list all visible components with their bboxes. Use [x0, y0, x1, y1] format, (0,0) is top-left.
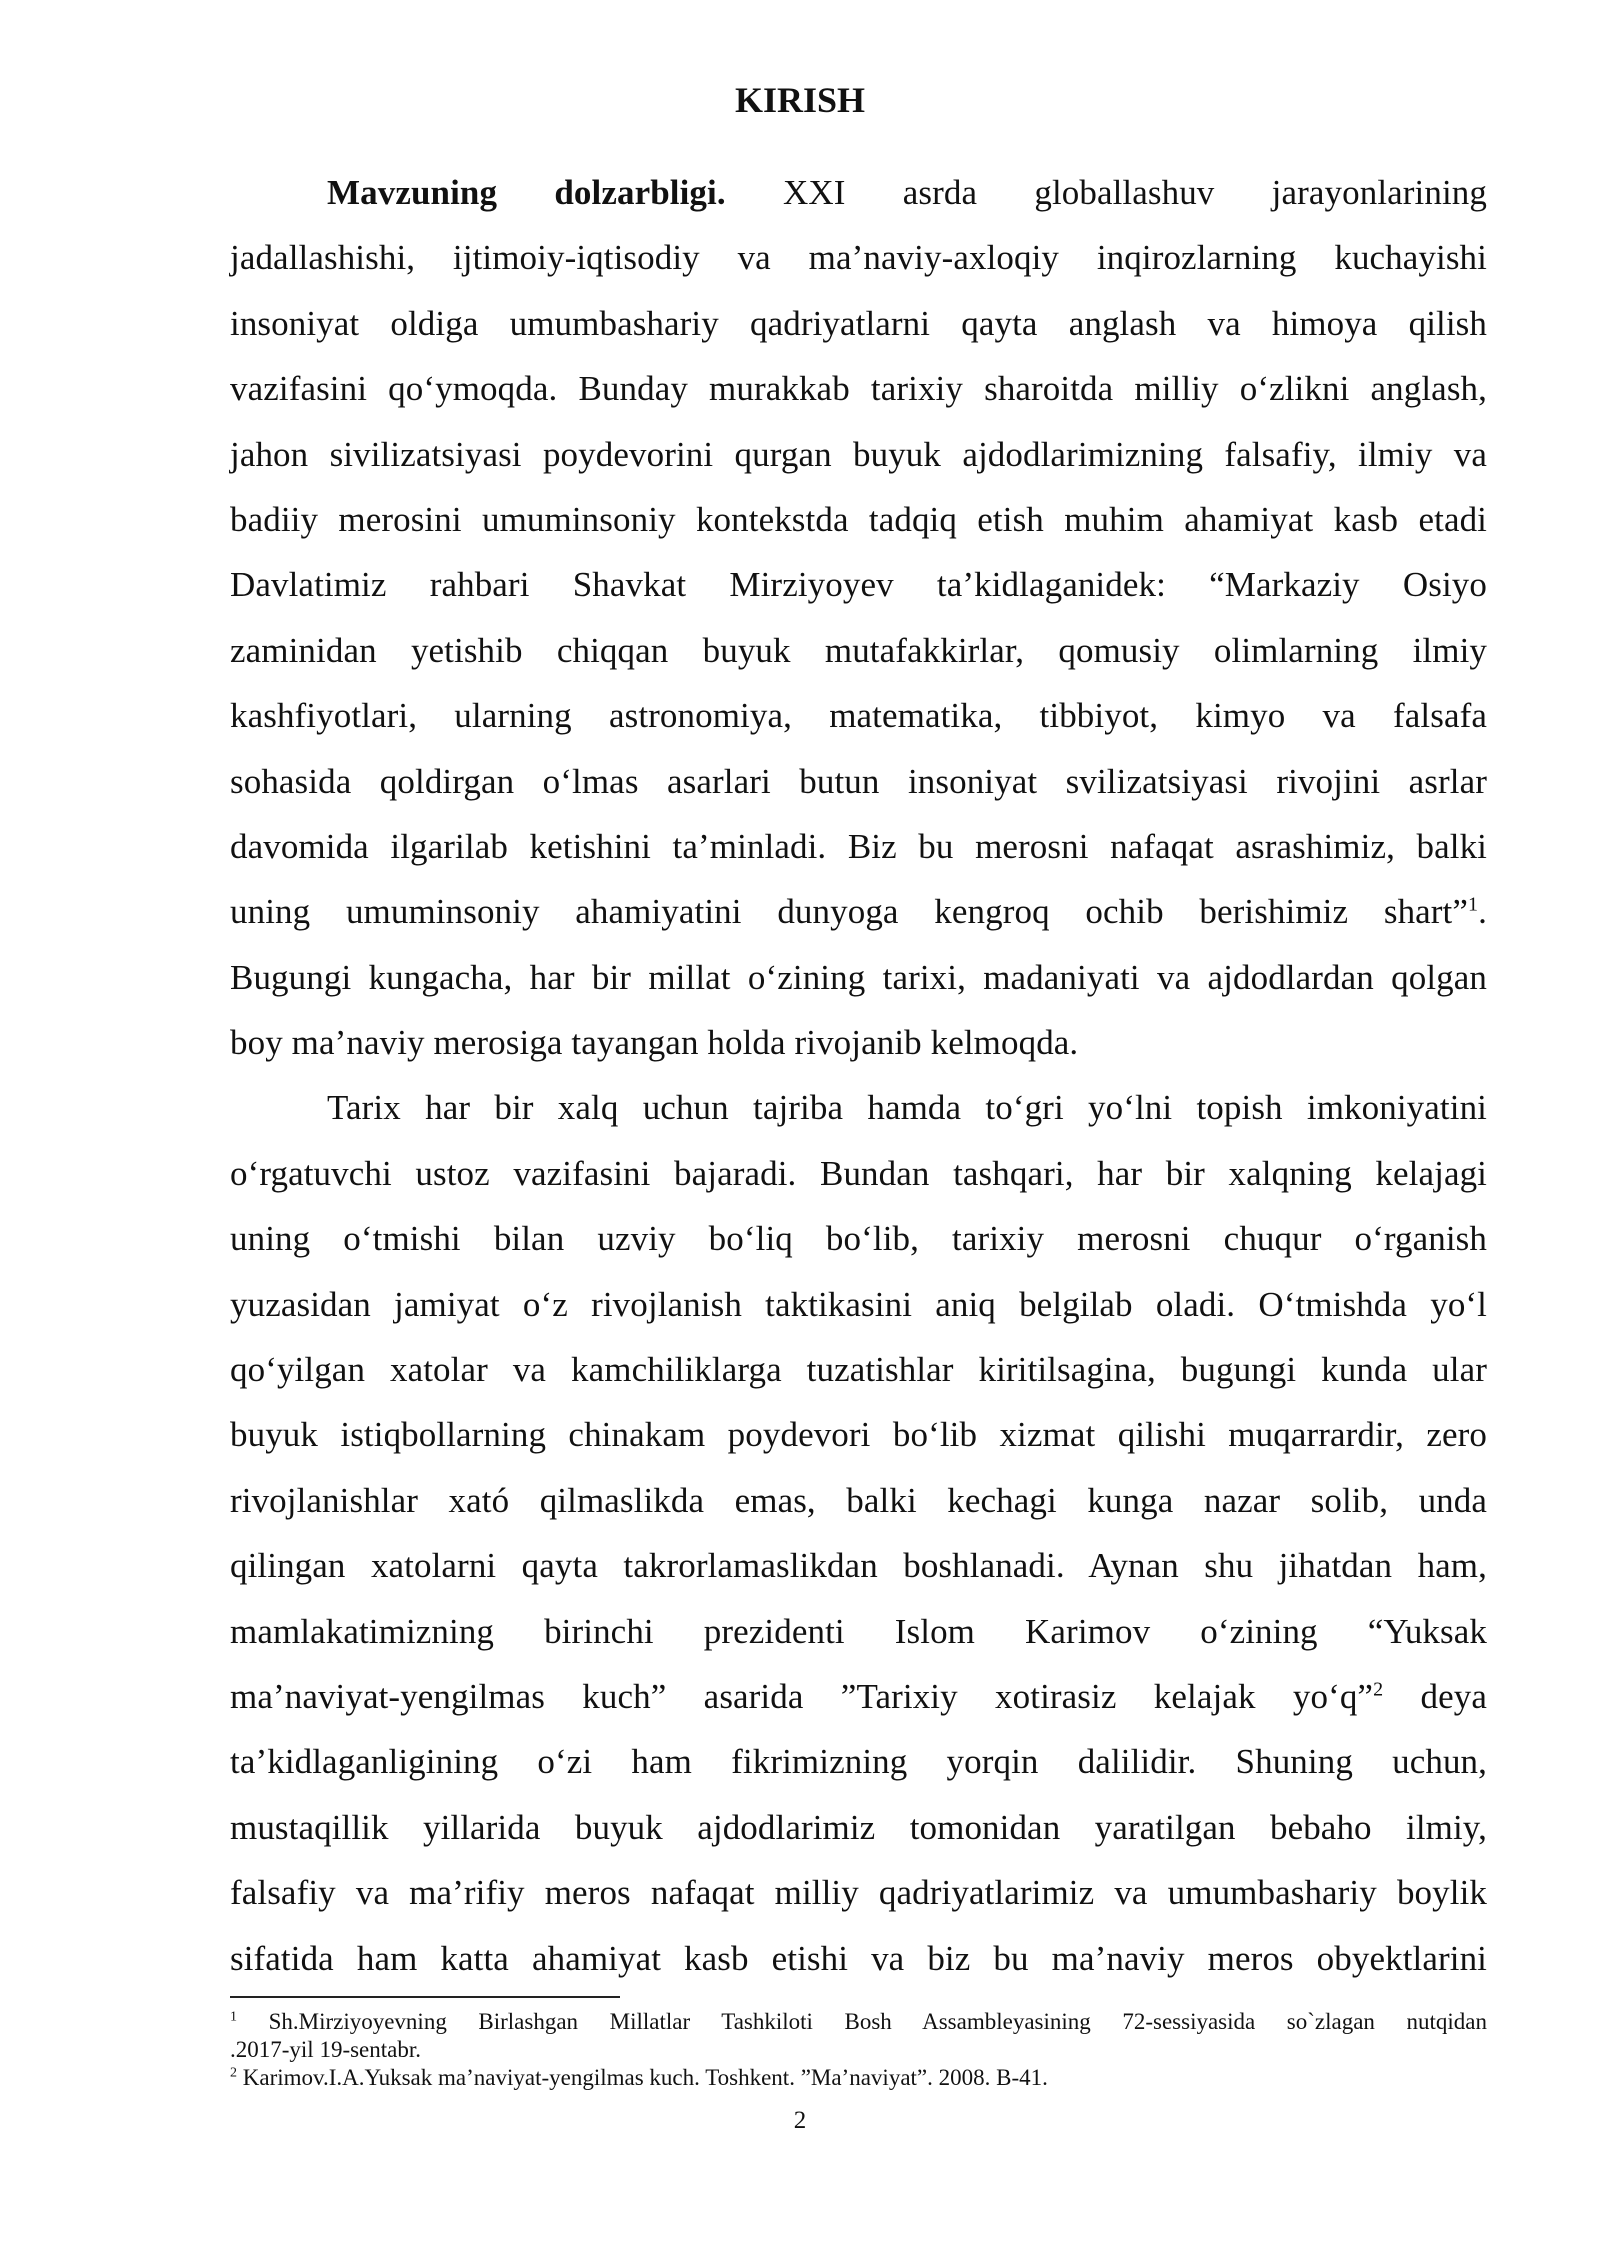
text-line: qilingan xatolarni qayta takrorlamaslikdan boshlanadi. Aynan shu jihatdan ham,: [230, 1546, 1487, 1586]
text-line: Mavzuning dolzarbligi. XXI asrda globallashuv jarayonlarining: [327, 173, 1487, 212]
main-text: [230, 160, 1487, 1991]
page-title: KIRISH: [734, 80, 866, 120]
footnote-1: $^1$ Sh.Mirziyoyevning Birlashgan Millatlar Tashkiloti Bosh Assambleyasining 72-sessiyasida so`zlagan nutqidan .2017-yil 19-sentabr.: [230, 2009, 1487, 2062]
footnote-divider: [230, 1996, 620, 1998]
footnotes-section: [230, 2008, 1487, 2092]
text-line: jadallashishi, ijtimoiy-iqtisodiy va ma’naviy-axloqiy inqirozlarning kuchayishi: [230, 238, 1487, 278]
text-line: falsafiy va ma’rifiy meros nafaqat milliy qadriyatlarimiz va umumbashariy boylik: [230, 1873, 1487, 1913]
text-line: Bugungi kungacha, har bir millat o‘zining tarixi, madaniyati va ajdodlardan qolgan: [230, 957, 1487, 997]
text-line: o‘rgatuvchi ustoz vazifasini bajaradi. Bundan tashqari, har bir xalqning kelajagi: [230, 1153, 1487, 1193]
text-line: mamlakatimizning birinchi prezidenti Islom Karimov o‘zining “Yuksak: [230, 1611, 1487, 1651]
footnote-ref-1[interactable]: 1: [1468, 893, 1479, 916]
text-line: Tarix har bir xalq uchun tajriba hamda to‘gri yo‘lni topish imkoniyatini: [327, 1088, 1487, 1128]
text-line: boy ma’naviy merosiga tayangan holda rivojanib kelmoqda.: [230, 1023, 1079, 1063]
text-line: davomida ilgarilab ketishini ta’minladi. Biz bu merosni nafaqat asrashimiz, balki: [230, 826, 1487, 866]
text-line: kashfiyotlari, ularning astronomiya, matematika, tibbiyot, kimyo va falsafa: [230, 696, 1487, 736]
footnote-2: $^2$ Karimov.I.A.Yuksak ma’naviyat-yengilmas kuch. Toshkent. ”Ma’naviyat”. 2008. B-41.: [230, 2065, 1048, 2090]
text-line: badiiy merosini umuminsoniy kontekstda tadqiq etish muhim ahamiyat kasb etadi: [230, 499, 1487, 539]
text-line: vazifasini qo‘ymoqda. Bunday murakkab tarixiy sharoitda milliy o‘zlikni anglash,: [230, 369, 1487, 409]
text-line: Davlatimiz rahbari Shavkat Mirziyoyev ta’kidlaganidek: “Markaziy Osiyo: [230, 565, 1487, 605]
text-line: zaminidan yetishib chiqqan buyuk mutafakkirlar, qomusiy olimlarning ilmiy: [230, 630, 1487, 670]
text-line: insoniyat oldiga umumbashariy qadriyatlarni qayta anglash va himoya qilish: [230, 303, 1487, 343]
footnote-ref-2[interactable]: 2: [1373, 1678, 1384, 1701]
text-line: qo‘yilgan xatolar va kamchiliklarga tuzatishlar kiritilsagina, bugungi kunda ular: [230, 1350, 1487, 1390]
text-line: jahon sivilizatsiyasi poydevorini qurgan buyuk ajdodlarimizning falsafiy, ilmiy va: [230, 434, 1487, 474]
text-line: mustaqillik yillarida buyuk ajdodlarimiz tomonidan yaratilgan bebaho ilmiy,: [230, 1807, 1487, 1847]
text-line: sohasida qoldirgan o‘lmas asarlari butun insoniyat svilizatsiyasi rivojini asrlar: [230, 761, 1487, 801]
text-line: uning o‘tmishi bilan uzviy bo‘liq bo‘lib, tarixiy merosni chuqur o‘rganish: [230, 1219, 1487, 1259]
lead-label: Mavzuning dolzarbligi.: [327, 173, 726, 212]
text-line: uning umuminsoniy ahamiyatini dunyoga kengroq ochib berishimiz shart”$^1$.: [230, 892, 1487, 932]
text-line: yuzasidan jamiyat o‘z rivojlanish taktikasini aniq belgilab oladi. O‘tmishda yo‘l: [230, 1284, 1487, 1324]
text-line: ma’naviyat-yengilmas kuch” asarida ”Tarixiy xotirasiz kelajak yo‘q”$^2$ deya: [230, 1676, 1487, 1716]
text-line: buyuk istiqbollarning chinakam poydevori bo‘lib xizmat qilishi muqarrardir, zero: [230, 1415, 1487, 1455]
text-line: sifatida ham katta ahamiyat kasb etishi va biz bu ma’naviy meros obyektlarini: [230, 1938, 1487, 1978]
text-line: rivojlanishlar xató qilmaslikda emas, balki kechagi kunga nazar solib, unda: [230, 1480, 1487, 1520]
text-line: ta’kidlaganligining o‘zi ham fikrimizning yorqin dalilidir. Shuning uchun,: [230, 1742, 1487, 1782]
page-number: 2: [793, 2107, 807, 2134]
